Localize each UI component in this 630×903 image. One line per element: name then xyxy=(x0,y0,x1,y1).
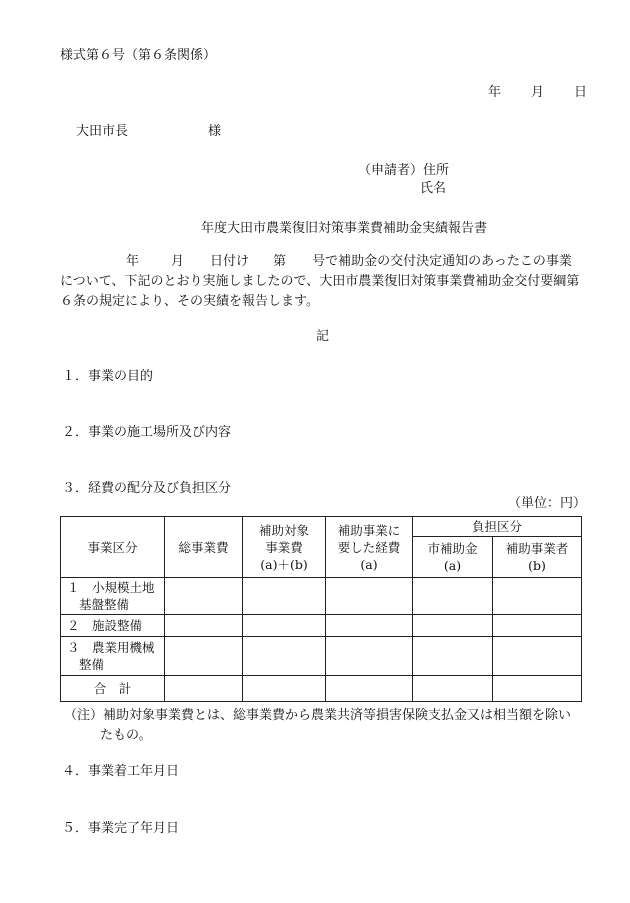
table-cell xyxy=(493,578,582,615)
date-day: 日 xyxy=(574,85,588,100)
body-day-dated: 日付け xyxy=(210,254,250,269)
date-year: 年 xyxy=(488,85,502,100)
table-cell xyxy=(243,676,326,702)
table-cell xyxy=(243,615,326,637)
table-cell xyxy=(326,578,413,615)
table-cell xyxy=(326,615,413,637)
body-text: 号で補助金の交付決定通知のあったこの事業について、下記のとおり実施しましたので、大田市農業復旧対策事業費補助金交付要綱第６条の規定により、その実績を報告します。 xyxy=(60,254,580,309)
table-cell xyxy=(165,637,243,676)
operator-line2: (b) xyxy=(528,558,546,573)
eligible-line3: (a)＋(b) xyxy=(260,556,308,572)
row-label xyxy=(61,615,165,637)
row-label-line2: 整備 xyxy=(79,657,105,672)
ki-heading: 記 xyxy=(316,329,330,344)
table-cell xyxy=(493,615,582,637)
section-purpose: １．事業の目的 xyxy=(62,369,154,384)
addressee xyxy=(76,123,222,141)
header-operator xyxy=(493,537,582,578)
header-total-cost: 総事業費 xyxy=(165,517,243,578)
table-cell xyxy=(493,676,582,702)
applicant-block xyxy=(358,162,450,196)
table-cell xyxy=(243,637,326,676)
row-label-line1: ３ 農業用機械 xyxy=(67,640,155,655)
table-cell xyxy=(413,615,493,637)
header-category: 事業区分 xyxy=(61,517,165,578)
body-month: 月 xyxy=(171,254,185,269)
table-row xyxy=(61,637,582,676)
addressee-name: 大田市長 xyxy=(76,124,129,139)
form-number: 様式第６号（第６条関係） xyxy=(60,48,217,63)
city-line1: 市補助金 xyxy=(427,541,478,556)
body-year: 年 xyxy=(126,254,140,269)
header-eligible-cost xyxy=(243,517,326,578)
note-line2: たもの。 xyxy=(100,728,152,743)
body-number-prefix: 第 xyxy=(273,254,287,269)
table-cell xyxy=(493,637,582,676)
body-paragraph xyxy=(60,252,580,312)
header-city-subsidy xyxy=(413,537,493,578)
required-line2: 要した経費 xyxy=(337,539,401,555)
note-prefix: （注） xyxy=(64,708,104,723)
required-line1: 補助事業に xyxy=(337,522,401,538)
addressee-honorific: 様 xyxy=(208,124,222,139)
table-note xyxy=(64,706,584,746)
table-cell xyxy=(243,578,326,615)
eligible-line2: 事業費 xyxy=(265,539,303,555)
table-cell xyxy=(413,676,493,702)
applicant-name-label: 氏名 xyxy=(420,181,447,196)
table-row xyxy=(61,615,582,637)
table-cell xyxy=(165,615,243,637)
table-unit: （単位：円） xyxy=(508,496,587,511)
section-start-date: ４．事業着工年月日 xyxy=(62,764,180,779)
date-month: 月 xyxy=(531,85,545,100)
table-total-row xyxy=(61,676,582,702)
table-cell xyxy=(165,676,243,702)
section-location: ２．事業の施工場所及び内容 xyxy=(62,425,232,440)
row-label xyxy=(61,637,165,676)
eligible-line1: 補助対象 xyxy=(258,522,309,538)
city-line2: (a) xyxy=(443,558,462,573)
applicant-address-label: （申請者）住所 xyxy=(358,163,450,178)
table-row xyxy=(61,578,582,615)
table-cell xyxy=(326,676,413,702)
table-cell xyxy=(326,637,413,676)
row-label-line1: ２ 施設整備 xyxy=(67,618,143,633)
operator-line1: 補助事業者 xyxy=(505,541,569,556)
table-cell xyxy=(165,578,243,615)
header-required-cost xyxy=(326,517,413,578)
table-cell xyxy=(413,578,493,615)
row-label-line1: １ 小規模土地 xyxy=(67,580,155,595)
section-cost: ３．経費の配分及び負担区分 xyxy=(62,481,232,496)
cost-table xyxy=(60,516,582,702)
table-cell xyxy=(413,637,493,676)
date-line xyxy=(488,84,587,102)
row-label xyxy=(61,578,165,615)
document-title: 年度大田市農業復旧対策事業費補助金実績報告書 xyxy=(201,221,488,236)
row-label-line2: 基盤整備 xyxy=(79,597,130,612)
section-end-date: ５．事業完了年月日 xyxy=(62,821,180,836)
note-line1: 補助対象事業費とは、総事業費から農業共済等損害保険支払金又は相当額を除い xyxy=(103,708,572,723)
header-burden: 負担区分 xyxy=(413,517,582,537)
required-line3: (a) xyxy=(360,556,378,572)
total-label: 合 計 xyxy=(61,676,165,702)
